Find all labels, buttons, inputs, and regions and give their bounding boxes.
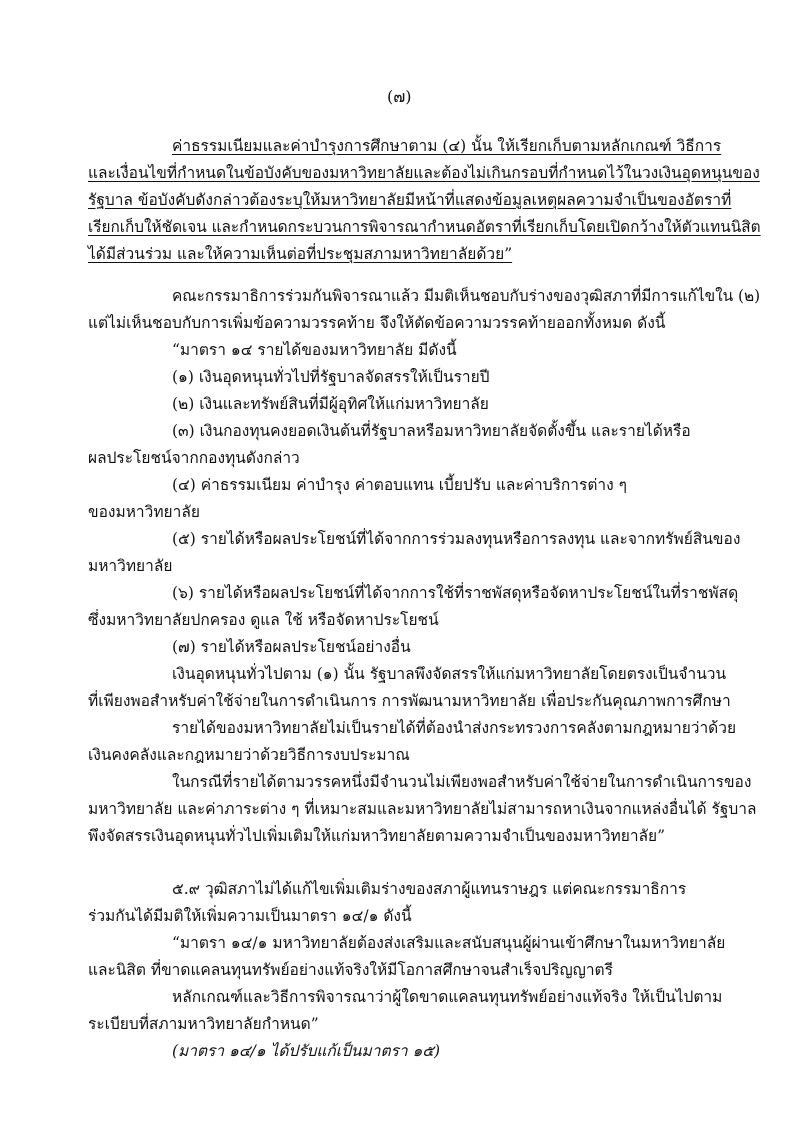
text-line: มหาวิทยาลัย <box>88 557 173 575</box>
text-line: “มาตรา ๑๔/๑ มหาวิทยาลัยต้องส่งเสริมและสนับสนุนผู้ผ่านเข้าศึกษาในมหาวิทยาลัย <box>172 934 726 952</box>
text-line: ซึ่งมหาวิทยาลัยปกครอง ดูแล ใช้ หรือจัดหาประโยชน์ <box>88 611 439 629</box>
text-line: หลักเกณฑ์และวิธีการพิจารณาว่าผู้ใดขาดแคลนทุนทรัพย์อย่างแท้จริง ให้เป็นไปตาม <box>172 988 723 1006</box>
text-line: ที่เพียงพอสำหรับค่าใช้จ่ายในการดำเนินการ การพัฒนามหาวิทยาลัย เพื่อประกันคุณภาพการศึกษา <box>88 692 731 710</box>
text-line: รัฐบาล ข้อบังคับดังกล่าวต้องระบุให้มหาวิทยาลัยมีหน้าที่แสดงข้อมูลเหตุผลความจำเป็นของอัตราที่ <box>88 191 732 209</box>
text-line: ๕.๙ วุฒิสภาไม่ได้แก้ไขเพิ่มเติมร่างของสภาผู้แทนราษฎร แต่คณะกรรมาธิการ <box>172 880 687 898</box>
text-line: ของมหาวิทยาลัย <box>88 503 200 521</box>
text-line: รายได้ของมหาวิทยาลัยไม่เป็นรายได้ที่ต้องนำส่งกระทรวงการคลังตามกฎหมายว่าด้วย <box>172 719 737 737</box>
text-line: เงินคงคลังและกฎหมายว่าด้วยวิธีการงบประมาณ <box>88 746 410 764</box>
text-line: (๑) เงินอุดหนุนทั่วไปที่รัฐบาลจัดสรรให้เป็นรายปี <box>172 368 490 386</box>
text-line: (๖) รายได้หรือผลประโยชน์ที่ได้จากการใช้ที่ราชพัสดุหรือจัดหาประโยชน์ในที่ราชพัสดุ <box>172 584 739 602</box>
text-line: (มาตรา ๑๔/๑ ได้ปรับแก้เป็นมาตรา ๑๕) <box>172 1042 441 1060</box>
text-line: พึงจัดสรรเงินอุดหนุนทั่วไปเพิ่มเติมให้แก่มหาวิทยาลัยตามความจำเป็นของมหาวิทยาลัย” <box>88 827 666 845</box>
text-line: แต่ไม่เห็นชอบกับการเพิ่มข้อความวรรคท้าย จึงให้ตัดข้อความวรรคท้ายออกทั้งหมด ดังนี้ <box>88 314 666 332</box>
text-line: ค่าธรรมเนียมและค่าบำรุงการศึกษาตาม (๔) นั้น ให้เรียกเก็บตามหลักเกณฑ์ วิธีการ <box>172 137 722 155</box>
text-line: “มาตรา ๑๔ รายได้ของมหาวิทยาลัย มีดังนี้ <box>172 341 457 359</box>
page-number: (๗) <box>387 87 412 106</box>
text-line: (๕) รายได้หรือผลประโยชน์ที่ได้จากการร่วมลงทุนหรือการลงทุน และจากทรัพย์สินของ <box>172 530 741 548</box>
text-line: ระเบียบที่สภามหาวิทยาลัยกำหนด” <box>88 1015 319 1033</box>
text-line: เรียกเก็บให้ชัดเจน และกำหนดกระบวนการพิจารณากำหนดอัตราที่เรียกเก็บโดยเปิดกว้างให้ตัวแทนนิสิต <box>88 218 761 236</box>
text-line: (๒) เงินและทรัพย์สินที่มีผู้อุทิศให้แก่มหาวิทยาลัย <box>172 395 489 413</box>
text-line: ผลประโยชน์จากกองทุนดังกล่าว <box>88 449 300 467</box>
text-line: และนิสิต ที่ขาดแคลนทุนทรัพย์อย่างแท้จริงให้มีโอกาสศึกษาจนสำเร็จปริญญาตรี <box>88 961 613 979</box>
text-line: คณะกรรมาธิการร่วมกันพิจารณาแล้ว มีมติเห็นชอบกับร่างของวุฒิสภาที่มีการแก้ไขใน (๒) <box>172 287 761 305</box>
text-line: ในกรณีที่รายได้ตามวรรคหนึ่งมีจำนวนไม่เพียงพอสำหรับค่าใช้จ่ายในการดำเนินการของ <box>172 773 752 791</box>
text-line: ร่วมกันได้มีมติให้เพิ่มความเป็นมาตรา ๑๔/๑ ดังนี้ <box>88 907 412 925</box>
text-line: (๓) เงินกองทุนคงยอดเงินต้นที่รัฐบาลหรือมหาวิทยาลัยจัดตั้งขึ้น และรายได้หรือ <box>172 422 691 440</box>
text-line: (๔) ค่าธรรมเนียม ค่าบำรุง ค่าตอบแทน เบี้ยปรับ และค่าบริการต่าง ๆ <box>172 476 627 494</box>
text-line: (๗) รายได้หรือผลประโยชน์อย่างอื่น <box>172 638 411 656</box>
text-line: มหาวิทยาลัย และค่าภาระต่าง ๆ ที่เหมาะสมและมหาวิทยาลัยไม่สามารถหาเงินจากแหล่งอื่นได้ รัฐบาล <box>88 800 757 818</box>
text-line: และเงื่อนไขที่กำหนดในข้อบังคับของมหาวิทยาลัยและต้องไม่เกินกรอบที่กำหนดไว้ในวงเงินอุดหนุนของ <box>88 164 760 182</box>
text-line: เงินอุดหนุนทั่วไปตาม (๑) นั้น รัฐบาลพึงจัดสรรให้แก่มหาวิทยาลัยโดยตรงเป็นจำนวน <box>172 665 727 683</box>
text-line: ได้มีส่วนร่วม และให้ความเห็นต่อที่ประชุมสภามหาวิทยาลัยด้วย” <box>88 245 513 263</box>
